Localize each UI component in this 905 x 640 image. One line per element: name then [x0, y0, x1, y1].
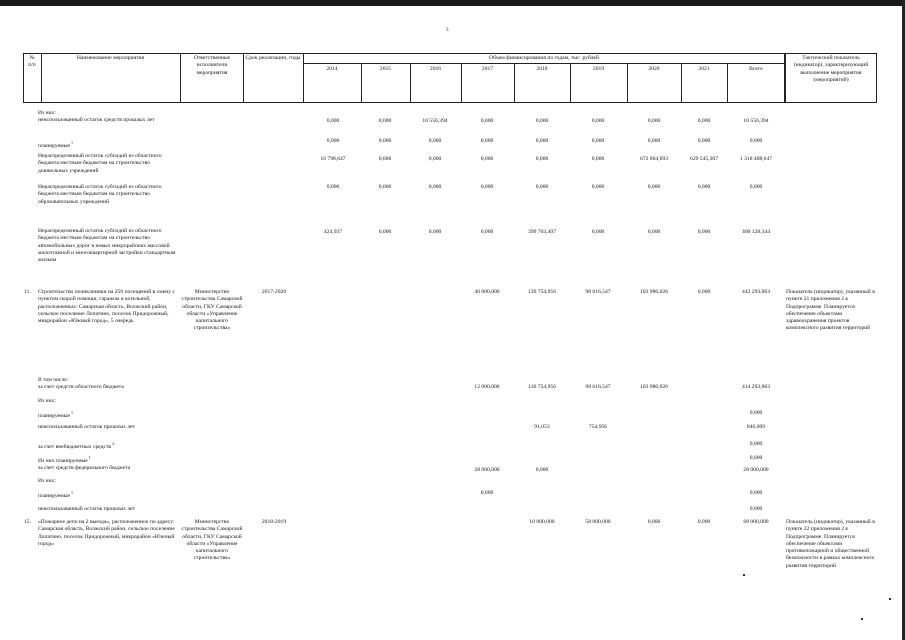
value-cell: 0,000: [480, 229, 494, 235]
value-cell: 98 616,547: [585, 384, 611, 390]
scan-speck: [889, 598, 891, 600]
value-cell: 0,000: [480, 490, 494, 496]
row-name: за счет средств федерального бюджета: [38, 465, 131, 471]
year-header: 2019: [592, 66, 605, 72]
top-scan-border: [0, 0, 905, 6]
row-name: Из них: неиспользованный остаток средств прошлых лет: [38, 110, 155, 124]
value-cell: 0,000: [326, 184, 340, 190]
row-name: планируемые $^1$: [38, 140, 73, 149]
row-name: планируемые $^1$: [38, 410, 73, 419]
value-cell: 0,000: [749, 506, 763, 512]
value-cell: 0,000: [647, 138, 661, 144]
year-header: 2020: [648, 66, 660, 72]
value-cell: 0,000: [535, 138, 549, 144]
row-name: Из них планируемые $^1$: [38, 455, 91, 464]
value-cell: 91,053: [534, 424, 550, 430]
value-cell: 40 000,000: [474, 289, 500, 295]
row-name: неиспользованный остаток прошлых лет: [38, 506, 136, 512]
header-term: Срок реализации, годы: [245, 55, 301, 61]
value-cell: 58 000,000: [585, 519, 611, 525]
value-cell: 0,000: [480, 184, 494, 190]
value-cell: 10 556,394: [422, 118, 448, 124]
row-name: Нераспределенный остаток субсидий из областного бюджета местным бюджетам на строительство образовательных учреждений: [38, 184, 162, 205]
value-cell: 0,000: [591, 184, 605, 190]
value-cell: 16 798,647: [320, 156, 346, 162]
row-name: Нераспределенный остаток субсидий из областного бюджета местным бюджетам на строительство дошкольных учреждений: [38, 153, 162, 174]
value-cell: 0,000: [480, 118, 494, 124]
year-header: 2014: [326, 66, 338, 72]
value-cell: 10 556,394: [743, 118, 769, 124]
footnote-marker: 1: [69, 140, 73, 145]
value-cell: 0,000: [749, 455, 763, 461]
value-cell: 0,000: [378, 118, 392, 124]
value-cell: 68 000,000: [743, 519, 769, 525]
value-cell: 400 128,344: [742, 229, 770, 235]
value-cell: 0,000: [647, 118, 661, 124]
header-num: № п/п: [28, 55, 36, 69]
value-cell: 424,937: [323, 229, 343, 235]
year-header: 2021: [698, 66, 710, 72]
value-cell: 120 754,956: [528, 384, 556, 390]
value-cell: 0,000: [480, 138, 494, 144]
value-cell: 0,000: [697, 519, 711, 525]
value-cell: 0,000: [591, 138, 605, 144]
value-cell: 0,000: [749, 441, 763, 447]
value-cell: 183 980,026: [640, 289, 668, 295]
value-cell: 0,000: [326, 138, 340, 144]
value-cell: 0,000: [749, 410, 763, 416]
value-cell: 0,000: [378, 184, 392, 190]
row-name: В том числе: за счет средств областного бюджета: [38, 377, 124, 391]
value-cell: 0,000: [591, 156, 605, 162]
value-cell: 0,000: [428, 184, 442, 190]
value-cell: 0,000: [697, 118, 711, 124]
value-cell: 0,000: [378, 156, 392, 162]
footnote-marker: 1: [87, 455, 91, 460]
value-cell: 10 000,000: [529, 519, 555, 525]
scan-speck: [861, 618, 863, 620]
header-finance: Объем финансирования по годам, тыс. рублей: [489, 55, 599, 61]
value-cell: 672 064,693: [640, 156, 668, 162]
header-indicator: Тактический показатель (индикатор), характеризующий выполнение мероприятия (мероприятий): [793, 55, 869, 83]
value-cell: 0,000: [326, 118, 340, 124]
value-cell: 0,000: [378, 138, 392, 144]
value-cell: 0,000: [697, 184, 711, 190]
value-cell: 0,000: [647, 184, 661, 190]
row-name: Нераспределенный остаток субсидий из областного бюджета местным бюджетам на строительство автомобильных дорог в новых микрорайонах массовой малоэтажной и многоквартирной застройки стандартным жильем: [38, 228, 176, 264]
row-number: 11.: [24, 289, 31, 295]
row-term: 2018-2019: [261, 519, 287, 525]
value-cell: 1 318 408,647: [739, 156, 773, 162]
row-indicator: Показатель (индикатор), указанный в пункте 21 приложения 2 к Подпрограмме. Планируется обеспечение объектами здравоохранения проектов комплексного развития территорий: [786, 289, 875, 332]
row-term: 2017-2020: [261, 289, 287, 295]
value-cell: 399 703,407: [528, 229, 556, 235]
page-number: 3: [446, 28, 449, 33]
footnote-marker: 1: [69, 410, 73, 415]
row-name: «Пожарное депо на 2 выезда», расположенное по адресу: Самарская область, Волжский район, сельское поселение Лопатино, поселок Придорожный, микрорайон «Южный город»: [38, 519, 175, 547]
value-cell: 846,009: [746, 424, 766, 430]
value-cell: 0,000: [591, 229, 605, 235]
row-name: планируемые $^1$: [38, 490, 73, 499]
value-cell: 0,000: [535, 467, 549, 473]
year-header: 2016: [429, 66, 442, 72]
footnote-marker: 2: [111, 441, 115, 446]
row-name: за счет внебюджетных средств $^2$: [38, 441, 115, 450]
row-name: Из них:: [38, 398, 56, 404]
value-cell: 0,000: [749, 138, 763, 144]
year-header: 2018: [536, 66, 548, 72]
row-indicator: Показатель (индикатор), указанный в пункте 22 приложения 2 к Подпрограмме. Планируется обеспечение объектами противопожарной и общественной безопасности в рамках комплексного развития территорий: [786, 519, 875, 569]
row-name: Из них:: [38, 478, 56, 484]
value-cell: 0,000: [749, 490, 763, 496]
value-cell: 0,000: [428, 229, 442, 235]
value-cell: 0,000: [535, 156, 549, 162]
value-cell: 183 980,026: [640, 384, 668, 390]
scan-speck: [743, 574, 745, 576]
year-header: 2015: [379, 66, 392, 72]
value-cell: 754,956: [588, 424, 608, 430]
value-cell: 0,000: [378, 229, 392, 235]
row-number: 15.: [24, 519, 31, 525]
value-cell: 0,000: [647, 519, 661, 525]
value-cell: 28 000,000: [743, 467, 769, 473]
value-cell: 0,000: [697, 289, 711, 295]
value-cell: 0,000: [428, 156, 442, 162]
value-cell: 28 000,000: [474, 467, 500, 473]
value-cell: 0,000: [697, 138, 711, 144]
footnote-marker: 1: [69, 490, 73, 495]
value-cell: 0,000: [480, 156, 494, 162]
value-cell: 0,000: [647, 229, 661, 235]
value-cell: 0,000: [697, 229, 711, 235]
year-header-total: Всего: [749, 66, 763, 72]
value-cell: 442 293,063: [742, 289, 770, 295]
header-responsible: Ответственные исполнители мероприятия: [193, 55, 231, 76]
value-cell: 629 545,307: [690, 156, 718, 162]
row-responsible: Министерство строительства Самарской области, ГКУ Самарской области «Управление капитального строительства»: [181, 289, 243, 332]
row-name: Строительство поликлиники на 250 посещений в смену с пунктом скорой помощи, гаражом и котельной, расположенных: Самарская область, Волжский район, сельское поселение Лопатино, поселок Придорожный, микрорайон «Южный город», 5 очередь: [38, 289, 175, 325]
header-name: Наименование мероприятия: [76, 55, 145, 61]
row-name: неиспользованный остаток прошлых лет: [38, 424, 136, 430]
value-cell: 120 754,956: [528, 289, 556, 295]
value-cell: 98 616,547: [585, 289, 611, 295]
value-cell: 0,000: [749, 184, 763, 190]
row-responsible: Министерство строительства Самарской области, ГКУ Самарской области «Управление капитального строительства»: [181, 519, 243, 562]
value-cell: 0,000: [428, 138, 442, 144]
value-cell: 414 293,063: [742, 384, 770, 390]
value-cell: 0,000: [535, 184, 549, 190]
year-header: 2017: [481, 66, 494, 72]
value-cell: 12 000,000: [474, 384, 500, 390]
value-cell: 0,000: [535, 118, 549, 124]
value-cell: 0,000: [591, 118, 605, 124]
